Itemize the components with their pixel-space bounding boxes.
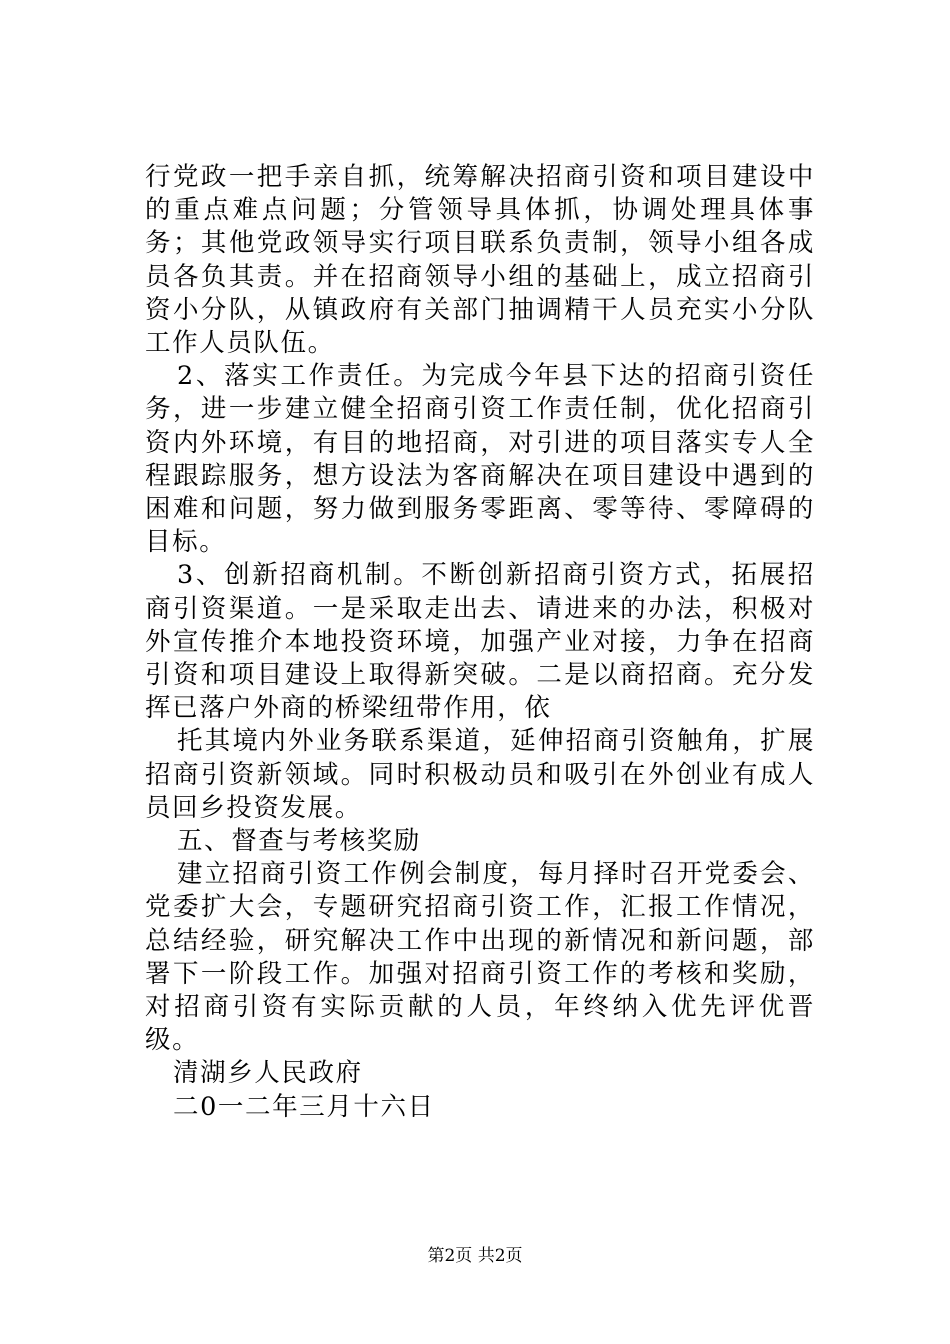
paragraph-innovation-mechanism: 3、创新招商机制。不断创新招商引资方式，拓展招商引资渠道。一是采取走出去、请进来的办法，积极对外宣传推介本地投资环境，加强产业对接，力争在招商引资和项目建设上取得新突破。二是以商招商。充分发挥已落户外商的桥梁纽带作用，依 [145,560,815,724]
paragraph-business-channels: 托其境内外业务联系渠道，延伸招商引资触角，扩展招商引资新领域。同时积极动员和吸引在外创业有成人员回乡投资发展。 [145,726,815,823]
paragraph-meeting-system: 建立招商引资工作例会制度，每月择时召开党委会、党委扩大会，专题研究招商引资工作，汇报工作情况，总结经验，研究解决工作中出现的新情况和新问题，部署下一阶段工作。加强对招商引资工作的考核和奖励，对招商引资有实际贡献的人员，年终纳入优先评优晋级。 [145,859,815,1056]
paragraph-party-leadership: 行党政一把手亲自抓，统筹解决招商引资和项目建设中的重点难点问题；分管领导具体抓，协调处理具体事务；其他党政领导实行项目联系负责制，领导小组各成员各负其责。并在招商领导小组的基础上，成立招商引资小分队，从镇政府有关部门抽调精干人员充实小分队工作人员队伍。 [145,162,815,359]
document-body [145,161,815,1124]
section-heading-supervision: 五、督查与考核奖励 [177,826,421,857]
signature-date: 二0一二年三月十六日 [173,1091,435,1122]
paragraph-work-responsibility: 2、落实工作责任。为完成今年县下达的招商引资任务，进一步建立健全招商引资工作责任制，优化招商引资内外环境，有目的地招商，对引进的项目落实专人全程跟踪服务，想方设法为客商解决在项目建设中遇到的困难和问题，努力做到服务零距离、零等待、零障碍的目标。 [145,361,815,558]
page-number-footer: 第2页 共2页 [427,1246,523,1266]
signature-issuer: 清湖乡人民政府 [173,1058,363,1089]
